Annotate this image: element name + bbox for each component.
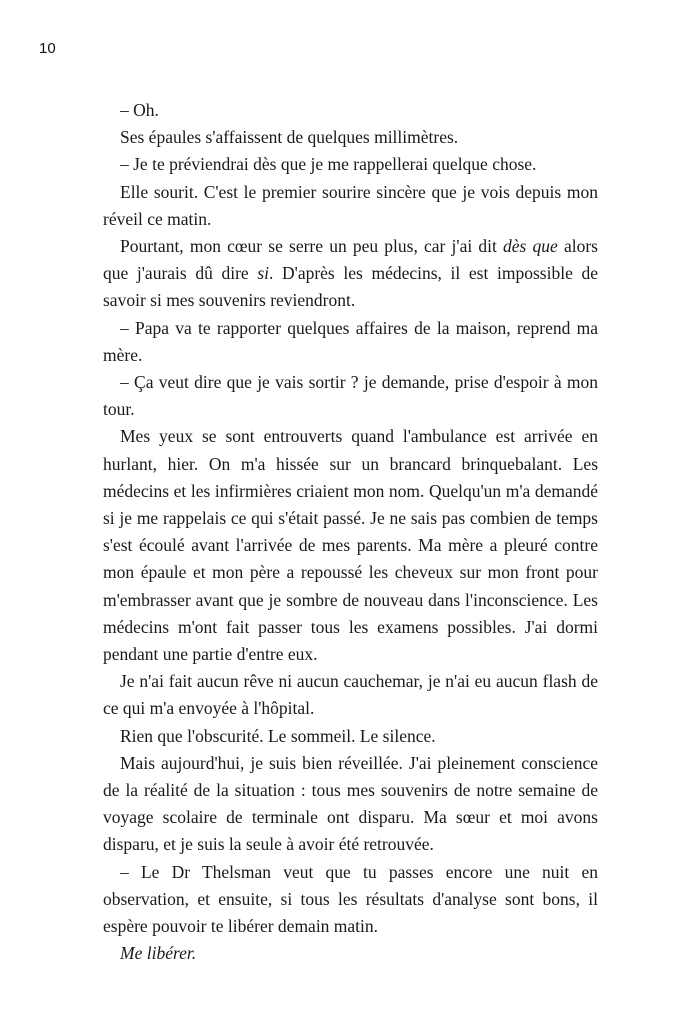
paragraph-8: Mes yeux se sont entrouverts quand l'ambulance est arrivée en hurlant, hier. On m'a hissée sur un brancard brinquebalant. Les médecins et les infirmières criaient mon nom. Quelqu'un m'a demandé si je me rappelais ce qui s'était passé. Je ne sais pas combien de temps s'est écoulé avant l'arrivée de mes parents. Ma mère a pleuré contre mon épaule et mon père a repoussé les cheveux sur mon front pour m'embrasser avant que je sombre de nouveau dans l'inconscience. Les médecins m'ont fait passer tous les examens possibles. J'ai dormi pendant une partie d'entre eux. [103,426,598,665]
paragraph-5-part3: . D'après les médecins, il est impossible de savoir si mes souvenirs reviendront. [103,263,598,311]
paragraph-2: Ses épaules s'affaissent de quelques millimètres. [120,127,459,148]
paragraph-7: – Ça veut dire que je vais sortir ? je demande, prise d'espoir à mon tour. [103,372,598,420]
paragraph-11: Mais aujourd'hui, je suis bien réveillée. J'ai pleinement conscience de la réalité de la situation : tous mes souvenirs de notre semaine de voyage scolaire de terminale ont disparu. Ma sœur et moi avons disparu, et je suis la seule à avoir été retrouvée. [103,752,598,855]
paragraph-5-italic1: dès que [503,236,558,257]
page-number: 10 [39,40,56,57]
paragraph-5-part1: Pourtant, mon cœur se serre un peu plus, car j'ai dit [120,236,504,257]
paragraph-12: – Le Dr Thelsman veut que tu passes encore une nuit en observation, et ensuite, si tous les résultats d'analyse sont bons, il espère pouvoir te libérer demain matin. [103,861,598,937]
paragraph-4: Elle sourit. C'est le premier sourire sincère que je vois depuis mon réveil ce matin. [103,181,598,229]
paragraph-5 [103,233,598,315]
paragraph-10: Rien que l'obscurité. Le sommeil. Le silence. [120,725,436,746]
paragraph-13-italic: Me libérer. [120,943,197,964]
paragraph-9: Je n'ai fait aucun rêve ni aucun cauchemar, je n'ai eu aucun flash de ce qui m'a envoyée à l'hôpital. [103,671,598,719]
body-text [103,97,598,968]
paragraph-3: – Je te préviendrai dès que je me rappellerai quelque chose. [120,154,537,175]
paragraph-5-italic2: si [257,263,270,284]
paragraph-5-part2: alors que j'aurais dû dire [103,236,598,284]
paragraph-1: – Oh. [120,100,159,120]
paragraph-6: – Papa va te rapporter quelques affaires de la maison, reprend ma mère. [103,317,598,365]
paragraph-13 [103,940,598,967]
